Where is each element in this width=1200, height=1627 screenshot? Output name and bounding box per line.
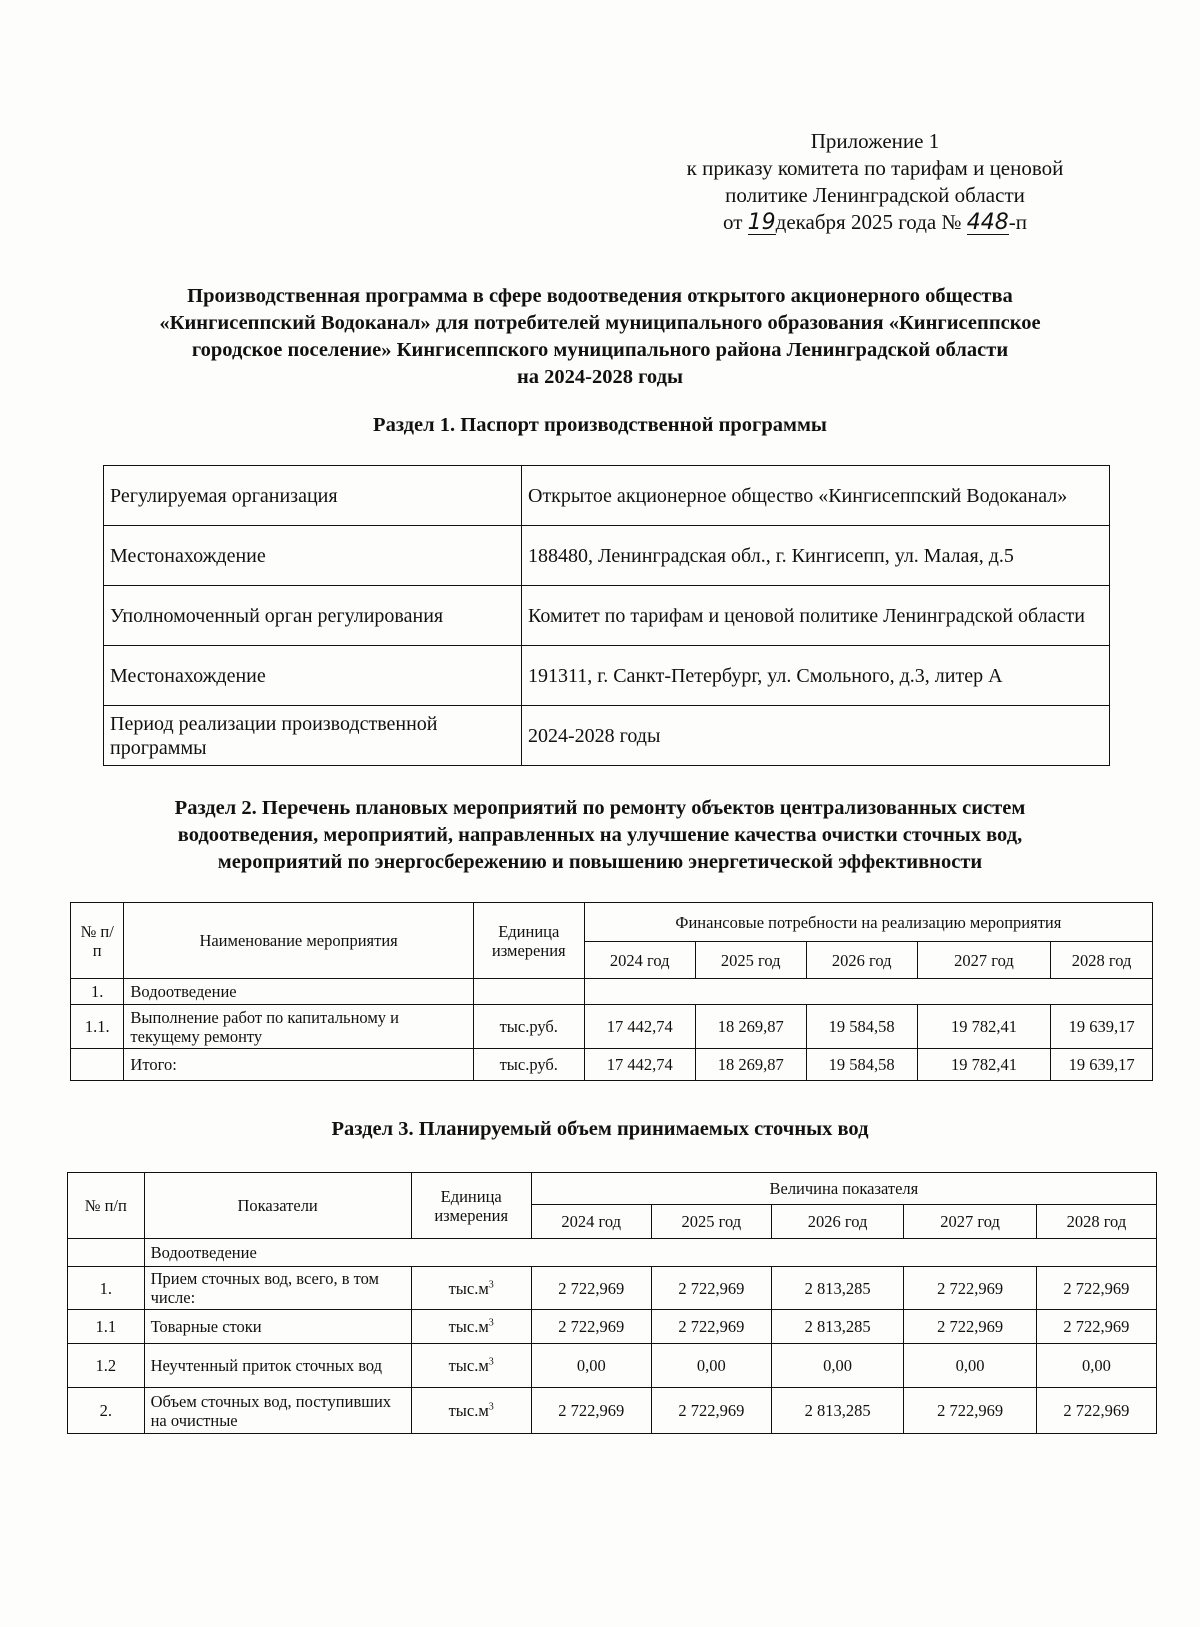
value-cell: 19 639,17	[1051, 1005, 1153, 1049]
row-name: Водоотведение	[124, 979, 473, 1005]
year-header: 2024 год	[584, 942, 695, 979]
value-cell: 2 722,969	[904, 1267, 1036, 1310]
row-num: 1.1	[68, 1310, 145, 1344]
row-unit	[411, 1267, 531, 1310]
passport-value: 2024-2028 годы	[522, 706, 1110, 766]
title-line-3: городское поселение» Кингисеппского муниципального района Ленинградской области	[191, 339, 1009, 361]
value-cell: 19 584,58	[806, 1005, 917, 1049]
col-header-name: Показатели	[144, 1173, 411, 1239]
unit-sup: 3	[488, 1279, 494, 1290]
table-row	[104, 586, 1110, 646]
header-row	[68, 1173, 1157, 1205]
value-cell: 0,00	[771, 1344, 903, 1388]
date-prefix: от	[723, 210, 743, 234]
header-row	[71, 903, 1153, 942]
table-row	[104, 706, 1110, 766]
handwritten-order-number: 448	[966, 210, 1009, 235]
document-title	[100, 283, 1100, 391]
row-name: Итого:	[124, 1049, 473, 1081]
volumes-table	[67, 1172, 1157, 1434]
value-cell: 19 782,41	[917, 1005, 1051, 1049]
value-cell: 18 269,87	[695, 1005, 806, 1049]
unit-text: тыс.м	[448, 1356, 489, 1375]
value-cell: 2 813,285	[771, 1267, 903, 1310]
year-header: 2027 год	[904, 1205, 1036, 1239]
appendix-line-2: к приказу комитета по тарифам и ценовой	[686, 156, 1064, 180]
value-cell: 2 722,969	[651, 1310, 771, 1344]
group-row	[68, 1239, 1157, 1267]
appendix-line-3: политике Ленинградской области	[725, 183, 1025, 207]
value-cell: 2 722,969	[531, 1388, 651, 1434]
appendix-line-1: Приложение 1	[810, 129, 940, 153]
row-unit: тыс.руб.	[473, 1005, 584, 1049]
table-row	[104, 466, 1110, 526]
passport-value: 188480, Ленинградская обл., г. Кингисепп, ул. Малая, д.5	[522, 526, 1110, 586]
col-header-name: Наименование мероприятия	[124, 903, 473, 979]
table-row	[68, 1267, 1157, 1310]
row-name: Товарные стоки	[144, 1310, 411, 1344]
handwritten-day: 19	[747, 210, 776, 235]
table-row	[71, 1005, 1153, 1049]
table-row	[68, 1310, 1157, 1344]
appendix-date-line	[640, 209, 1110, 236]
value-cell: 2 722,969	[531, 1310, 651, 1344]
section-2-title-line-1: Раздел 2. Перечень плановых мероприятий по ремонту объектов централизованных систем	[174, 797, 1026, 819]
row-name: Объем сточных вод, поступивших на очистные	[144, 1388, 411, 1434]
passport-label: Уполномоченный орган регулирования	[104, 586, 522, 646]
col-header-finance: Финансовые потребности на реализацию мероприятия	[584, 903, 1152, 942]
value-cell: 17 442,74	[584, 1005, 695, 1049]
value-cell: 19 782,41	[917, 1049, 1051, 1081]
value-cell: 2 722,969	[1036, 1310, 1156, 1344]
passport-label: Период реализации производственной программы	[104, 706, 522, 766]
measures-table	[70, 902, 1153, 1081]
table-row	[68, 1344, 1157, 1388]
value-cell: 2 722,969	[1036, 1267, 1156, 1310]
value-cell: 2 813,285	[771, 1388, 903, 1434]
year-header: 2026 год	[806, 942, 917, 979]
value-cell: 2 813,285	[771, 1310, 903, 1344]
year-header: 2026 год	[771, 1205, 903, 1239]
row-name: Неучтенный приток сточных вод	[144, 1344, 411, 1388]
group-name: Водоотведение	[144, 1239, 1156, 1267]
row-name: Прием сточных вод, всего, в том числе:	[144, 1267, 411, 1310]
value-cell: 0,00	[904, 1344, 1036, 1388]
row-unit	[411, 1388, 531, 1434]
passport-label: Местонахождение	[104, 526, 522, 586]
value-cell: 0,00	[1036, 1344, 1156, 1388]
passport-label: Регулируемая организация	[104, 466, 522, 526]
col-header-unit: Единица измерения	[411, 1173, 531, 1239]
order-suffix: -п	[1008, 210, 1027, 234]
unit-text: тыс.м	[448, 1278, 489, 1298]
row-num: 1.2	[68, 1344, 145, 1388]
table-row	[104, 646, 1110, 706]
value-cell: 2 722,969	[904, 1310, 1036, 1344]
value-cell: 19 584,58	[806, 1049, 917, 1081]
row-unit	[411, 1344, 531, 1388]
value-cell: 2 722,969	[1036, 1388, 1156, 1434]
value-cell: 2 722,969	[904, 1388, 1036, 1434]
passport-value: Комитет по тарифам и ценовой политике Ленинградской области	[522, 586, 1110, 646]
value-cell: 2 722,969	[531, 1267, 651, 1310]
date-rest: декабря 2025 года №	[775, 210, 962, 234]
title-line-1: Производственная программа в сфере водоотведения открытого акционерного общества	[187, 285, 1013, 307]
value-cell: 18 269,87	[695, 1049, 806, 1081]
year-header: 2024 год	[531, 1205, 651, 1239]
value-cell: 2 722,969	[651, 1388, 771, 1434]
row-unit: тыс.руб.	[473, 1049, 584, 1081]
total-row	[71, 1049, 1153, 1081]
col-header-num: № п/п	[68, 1173, 145, 1239]
section-2-title	[100, 795, 1100, 876]
col-header-value: Величина показателя	[531, 1173, 1156, 1205]
value-cell: 0,00	[651, 1344, 771, 1388]
title-line-4: на 2024-2028 годы	[517, 366, 683, 388]
passport-table	[103, 465, 1110, 766]
table-row	[68, 1388, 1157, 1434]
row-num	[71, 1049, 124, 1081]
section-1-title: Раздел 1. Паспорт производственной программы	[373, 414, 827, 436]
unit-sup: 3	[488, 1356, 494, 1368]
col-header-unit: Единица измерения	[473, 903, 584, 979]
unit-text: тыс.м	[448, 1401, 489, 1420]
appendix-header	[640, 128, 1110, 236]
passport-label: Местонахождение	[104, 646, 522, 706]
value-cell: 19 639,17	[1051, 1049, 1153, 1081]
col-header-num: № п/п	[71, 903, 124, 979]
year-header: 2025 год	[695, 942, 806, 979]
unit-sup: 3	[488, 1317, 494, 1329]
value-cell: 2 722,969	[651, 1267, 771, 1310]
passport-value: 191311, г. Санкт-Петербург, ул. Смольного, д.3, литер А	[522, 646, 1110, 706]
value-cell: 17 442,74	[584, 1049, 695, 1081]
table-row	[104, 526, 1110, 586]
year-header: 2028 год	[1036, 1205, 1156, 1239]
row-num: 1.	[71, 979, 124, 1005]
row-unit	[411, 1310, 531, 1344]
row-num: 1.	[68, 1267, 145, 1310]
value-cell: 0,00	[531, 1344, 651, 1388]
title-line-2: «Кингисеппский Водоканал» для потребителей муниципального образования «Кингисеппское	[159, 312, 1041, 334]
row-num: 1.1.	[71, 1005, 124, 1049]
section-3-title: Раздел 3. Планируемый объем принимаемых сточных вод	[331, 1118, 869, 1140]
section-2-title-line-2: водоотведения, мероприятий, направленных на улучшение качества очистки сточных вод,	[177, 824, 1023, 846]
year-header: 2025 год	[651, 1205, 771, 1239]
section-2-title-line-3: мероприятий по энергосбережению и повышению энергетической эффективности	[217, 851, 983, 873]
row-num: 2.	[68, 1388, 145, 1434]
unit-sup: 3	[488, 1401, 494, 1413]
group-row	[71, 979, 1153, 1005]
year-header: 2028 год	[1051, 942, 1153, 979]
row-name: Выполнение работ по капитальному и текущему ремонту	[124, 1005, 473, 1049]
passport-value: Открытое акционерное общество «Кингисеппский Водоканал»	[522, 466, 1110, 526]
unit-text: тыс.м	[448, 1317, 489, 1336]
year-header: 2027 год	[917, 942, 1051, 979]
